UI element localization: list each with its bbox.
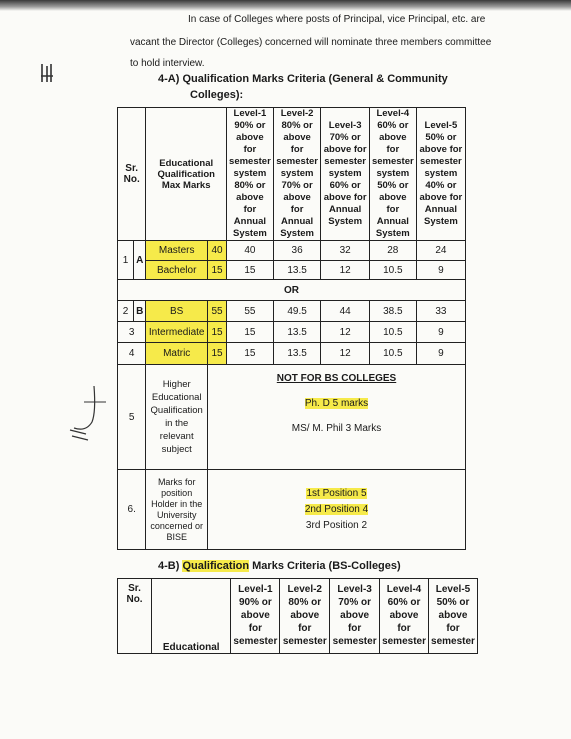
qualification-matric: Matric [146, 343, 208, 365]
cell-bachelor-l5: 9 [416, 261, 465, 280]
cell-inter-l2: 13.5 [273, 322, 321, 343]
qualification-intermediate: Intermediate [146, 322, 208, 343]
intro-line-1: In case of Colleges where posts of Principal, vice Principal, etc. are [188, 14, 486, 25]
b-header-level-2: Level-2 80% or above for semester [280, 579, 330, 654]
cell-inter-l4: 10.5 [369, 322, 416, 343]
position-1: 1st Position 5 [306, 487, 367, 499]
cell-bachelor-l3: 12 [321, 261, 369, 280]
row-intermediate [118, 322, 466, 343]
position-3: 3rd Position 2 [305, 519, 368, 531]
header-level-1: Level-1 90% or above for semester system 80% or above for Annual System [227, 108, 274, 241]
intro-line-3: to hold interview. [130, 58, 205, 69]
qualification-higher: Higher Educational Qualification in the relevant subject [146, 365, 208, 470]
section-a-title-line-2: Colleges): [190, 89, 244, 101]
b-header-sr-no: Sr. No. [118, 579, 152, 654]
row-3-sr: 3 [118, 322, 146, 343]
section-b-title: 4-B) Qualification Marks Criteria (BS-Colleges) [158, 560, 401, 572]
cell-masters-l3: 32 [321, 241, 369, 261]
cell-matric-l1: 15 [227, 343, 274, 365]
table-a-header-row [118, 108, 466, 241]
row-5-sr: 5 [118, 365, 146, 470]
b-header-level-3: Level-3 70% or above for semester [330, 579, 380, 654]
section-a-title-line-1: 4-A) Qualification Marks Criteria (General & Community [158, 73, 448, 85]
row-masters [118, 241, 466, 261]
cell-matric-l3: 12 [321, 343, 369, 365]
handwritten-bracket-mark [66, 382, 116, 442]
cell-masters-l4: 28 [369, 241, 416, 261]
qualification-bachelor: Bachelor [146, 261, 208, 280]
cell-masters-l2: 36 [273, 241, 321, 261]
row-1-sub: A [134, 241, 146, 280]
intro-line-2: vacant the Director (Colleges) concerned will nominate three members committee [130, 37, 492, 48]
row-2-sr: 2 [118, 301, 134, 322]
cell-matric-l4: 10.5 [369, 343, 416, 365]
row-4-sr: 4 [118, 343, 146, 365]
phd-marks: Ph. D 5 marks [304, 398, 369, 409]
cell-bachelor-l1: 15 [227, 261, 274, 280]
b-header-level-1: Level-1 90% or above for semester [231, 579, 280, 654]
row-matric [118, 343, 466, 365]
table-b-header-row [118, 579, 478, 654]
row-bachelor [118, 261, 466, 280]
or-divider: OR [118, 280, 466, 301]
qualification-position: Marks for position Holder in the University concerned or BISE [146, 470, 208, 550]
cell-bachelor-l2: 13.5 [273, 261, 321, 280]
table-section-b [117, 578, 478, 654]
max-bachelor: 15 [208, 261, 227, 280]
position-marks-cell [208, 470, 466, 550]
qualification-bs: BS [146, 301, 208, 322]
row-position-holder [118, 470, 466, 550]
row-bs [118, 301, 466, 322]
row-or [118, 280, 466, 301]
max-masters: 40 [208, 241, 227, 261]
cell-bs-l3: 44 [321, 301, 369, 322]
cell-matric-l2: 13.5 [273, 343, 321, 365]
cell-inter-l3: 12 [321, 322, 369, 343]
max-bs: 55 [208, 301, 227, 322]
handwritten-margin-mark [40, 62, 54, 88]
row-2-sub: B [134, 301, 146, 322]
table-section-a [117, 107, 466, 550]
max-intermediate: 15 [208, 322, 227, 343]
cell-masters-l5: 24 [416, 241, 465, 261]
not-for-bs-note: NOT FOR BS COLLEGES [276, 373, 397, 384]
cell-bs-l4: 38.5 [369, 301, 416, 322]
b-header-educational: Educational [152, 579, 231, 654]
qualification-masters: Masters [146, 241, 208, 261]
cell-matric-l5: 9 [416, 343, 465, 365]
row-higher-qualification [118, 365, 466, 470]
cell-bs-l1: 55 [227, 301, 274, 322]
cell-masters-l1: 40 [227, 241, 274, 261]
row-1-sr: 1 [118, 241, 134, 280]
cell-inter-l1: 15 [227, 322, 274, 343]
cell-bachelor-l4: 10.5 [369, 261, 416, 280]
scan-top-edge [0, 0, 571, 11]
higher-marks-cell [208, 365, 466, 470]
max-matric: 15 [208, 343, 227, 365]
header-level-3: Level-3 70% or above for semester system 60% or above for Annual System [321, 108, 369, 241]
header-level-5: Level-5 50% or above for semester system 40% or above for Annual System [416, 108, 465, 241]
b-header-level-4: Level-4 60% or above for semester [380, 579, 429, 654]
cell-bs-l5: 33 [416, 301, 465, 322]
b-header-level-5: Level-5 50% or above for semester [428, 579, 477, 654]
header-level-4: Level-4 60% or above for semester system 50% or above for Annual System [369, 108, 416, 241]
header-sr-no: Sr. No. [118, 108, 146, 241]
row-6-sr: 6. [118, 470, 146, 550]
header-educational-qualification: Educational Qualification Max Marks [146, 108, 227, 241]
header-level-2: Level-2 80% or above for semester system 70% or above for Annual System [273, 108, 321, 241]
cell-inter-l5: 9 [416, 322, 465, 343]
position-2: 2nd Position 4 [304, 503, 369, 515]
cell-bs-l2: 49.5 [273, 301, 321, 322]
mphil-marks: MS/ M. Phil 3 Marks [291, 423, 382, 434]
